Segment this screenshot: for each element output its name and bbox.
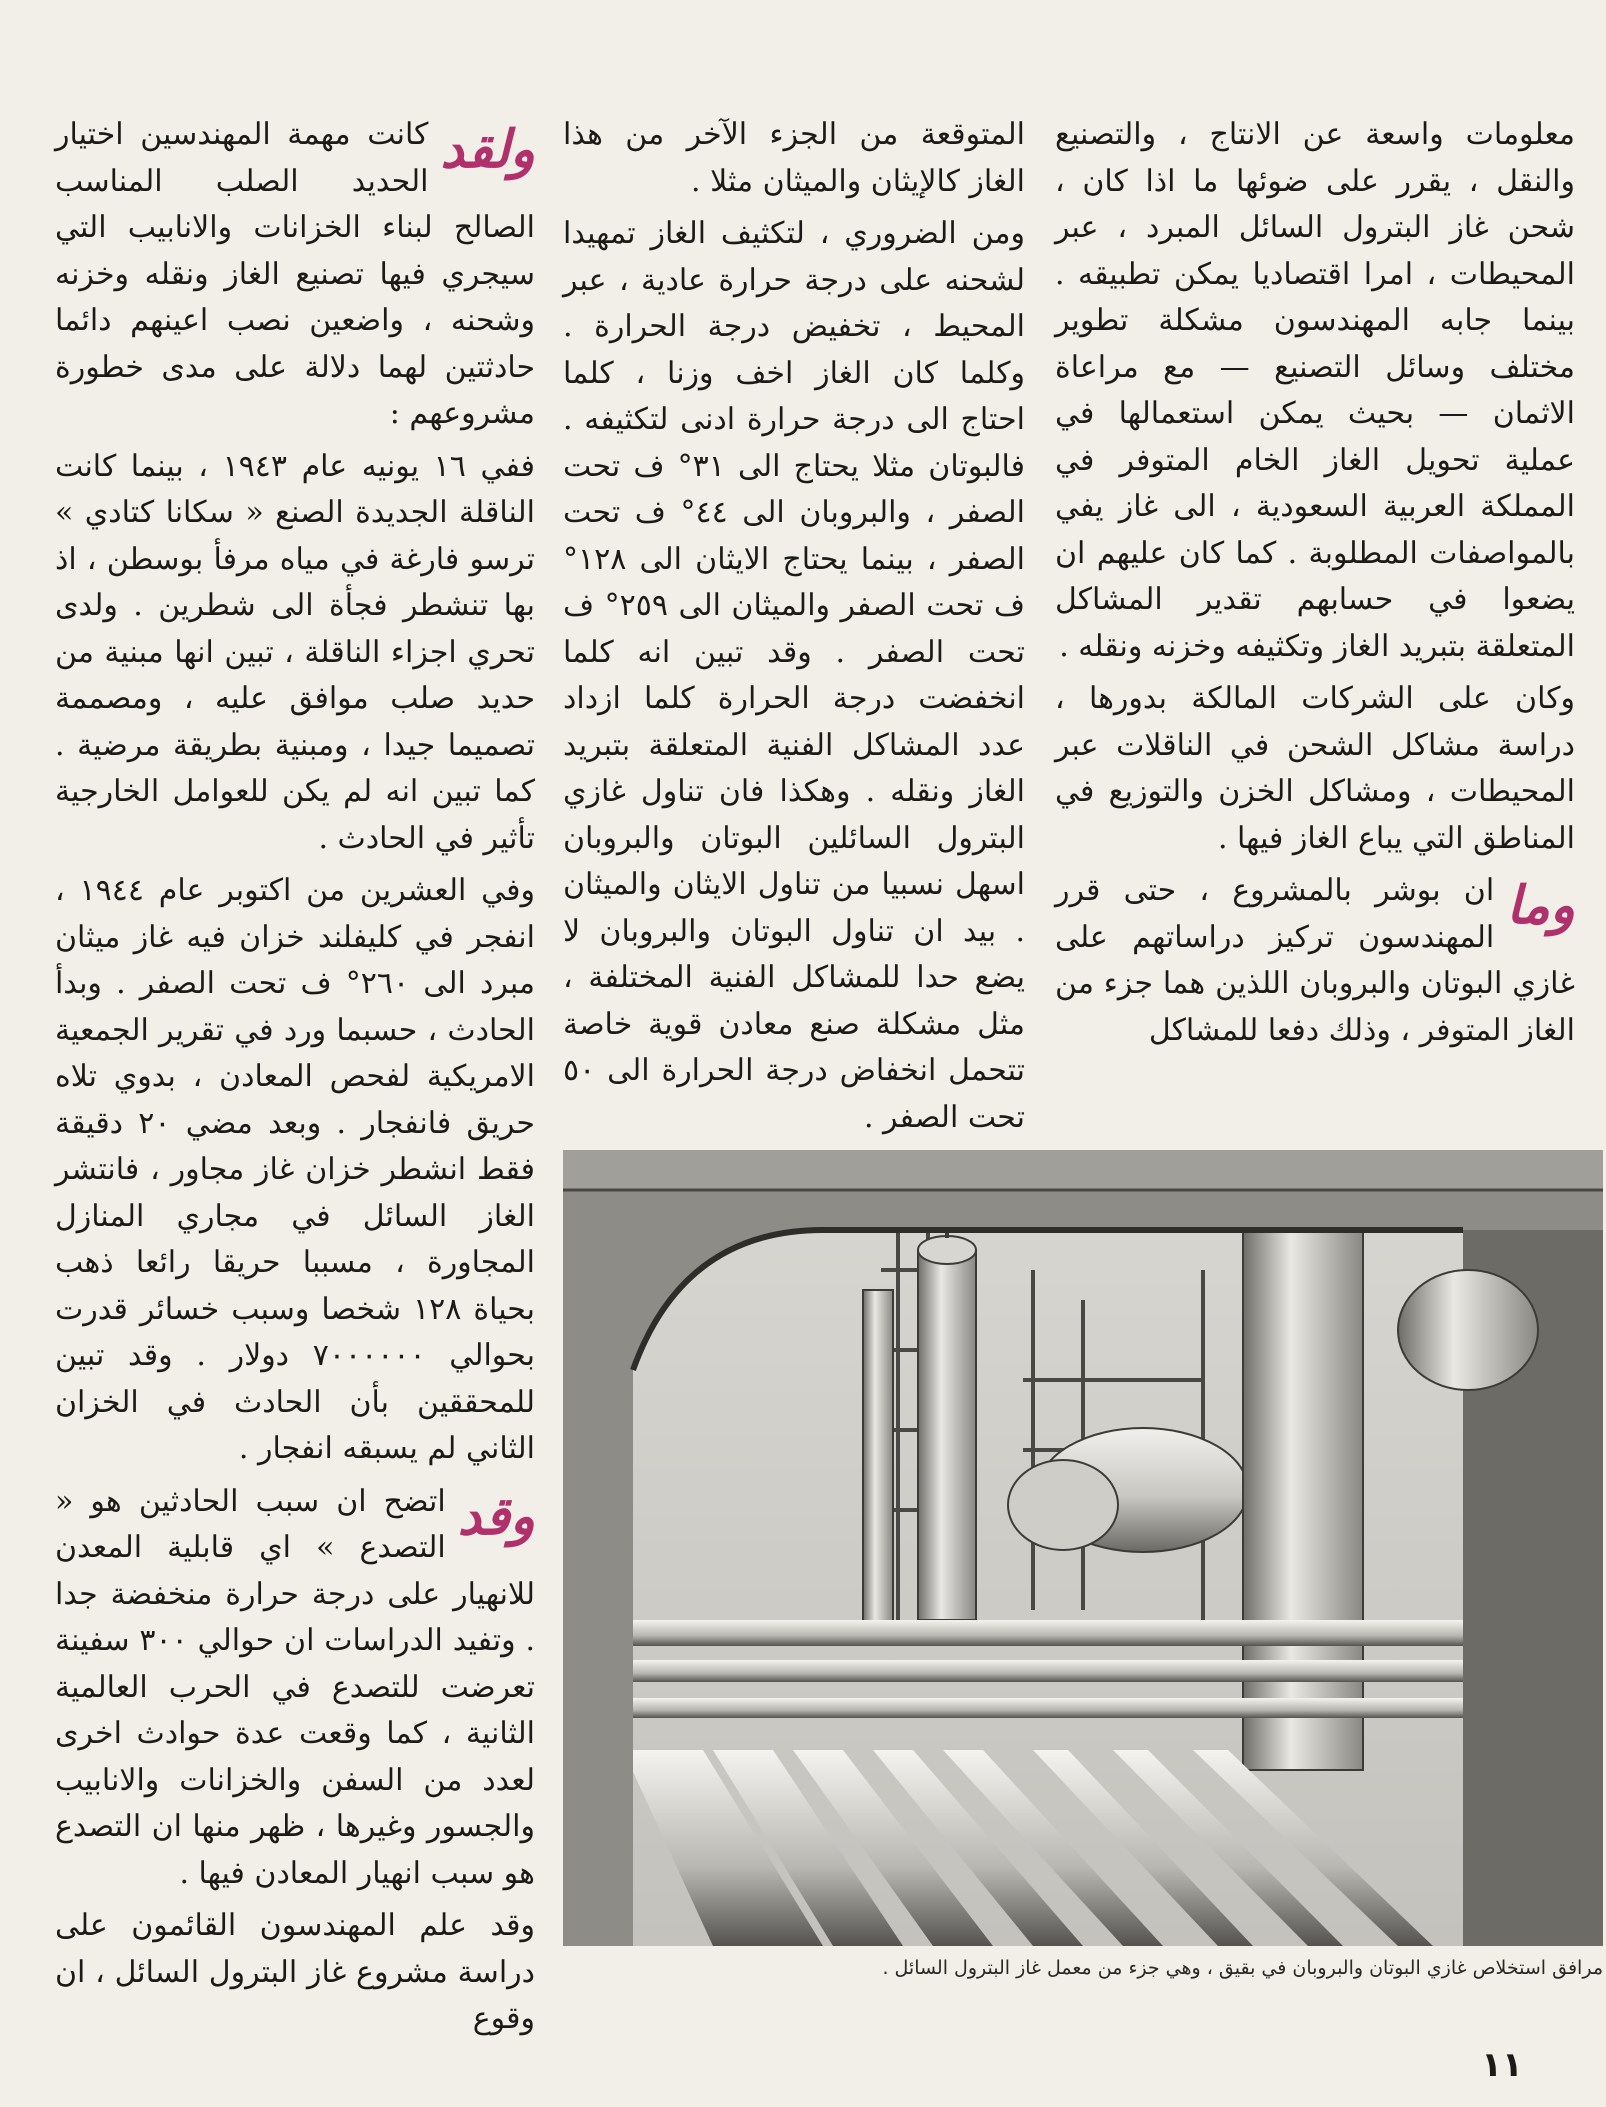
page-number: ١١	[1481, 2045, 1523, 2085]
paragraph-text: ان بوشر بالمشروع ، حتى قرر المهندسون تركيز دراساتهم على غازي البوتان والبروبان اللذين هما جزء من الغاز المتوفر ، وذلك دفعا للمشاكل	[1055, 873, 1575, 1048]
text-column-middle	[563, 112, 1025, 1147]
text-column-left	[55, 112, 535, 2049]
paragraph-text: كانت مهمة المهندسين اختيار الحديد الصلب المناسب الصالح لبناء الخزانات والانابيب التي سيجري فيها تصنيع الغاز ونقله وخزنه وشحنه ، واضعين نصب اعينهم دائما حادثتين لهما دلالة على مدى خطورة مشروعهم :	[55, 117, 535, 431]
paragraph: ففي ١٦ يونيه عام ١٩٤٣ ، بينما كانت الناقلة الجديدة الصنع « سكانا كتادي » ترسو فارغة في مياه مرفأ بوسطن ، اذ بها تنشطر فجأة الى شطرين . ولدى تحري اجزاء الناقلة ، تبين انها مبنية من حديد صلب موافق عليه ، ومصممة تصميما جيدا ، ومبنية بطريقة مرضية . كما تبين انه لم يكن للعوامل الخارجية تأثير في الحادث .	[55, 448, 535, 856]
gas-plant-photo	[563, 1150, 1603, 1946]
paragraph: معلومات واسعة عن الانتاج ، والتصنيع والنقل ، يقرر على ضوئها ما اذا كان ، شحن غاز البترول السائل المبرد ، عبر المحيطات ، امرا اقتصاديا يمكن تطبيقه . بينما جابه المهندسون مشكلة تطوير مختلف وسائل التصنيع — مع مراعاة الاثمان — بحيث يمكن استعمالها في عملية تحويل الغاز الخام المتوفر في المملكة العربية السعودية ، الى غاز يفي بالمواصفات المطلوبة . كما كان عليهم ان يضعوا في حسابهم تقدير المشاكل المتعلقة بتبريد الغاز وتكثيفه وخزنه ونقله .	[1055, 117, 1575, 664]
text-column-right	[1055, 112, 1575, 1060]
photo-caption: مرافق استخلاص غازي البوتان والبروبان في بقيق ، وهي جزء من معمل غاز البترول السائل .	[882, 1957, 1603, 1979]
paragraph-text: اتضح ان سبب الحادثين هو « التصدع » اي قابلية المعدن للانهيار على درجة حرارة منخفضة جدا . وتفيد الدراسات ان حوالي ٣٠٠ سفينة تعرضت للتصدع في الحرب العالمية الثانية ، كما وقعت عدة حوادث اخرى لعدد من السفن والخزانات والانابيب والجسور وغيرها ، ظهر منها ان التصدع هو سبب انهيار المعادن فيها .	[55, 1483, 536, 1891]
decorative-initial: ولقد	[440, 119, 535, 180]
plant-illustration	[563, 1150, 1603, 1946]
paragraph-with-initial	[55, 1479, 535, 1898]
paragraph: المتوقعة من الجزء الآخر من هذا الغاز كالإيثان والميثان مثلا .	[563, 117, 1025, 199]
paragraph: وقد علم المهندسون القائمون على دراسة مشروع غاز البترول السائل ، ان وقوع	[55, 1908, 535, 2036]
decorative-initial: وقد	[457, 1485, 535, 1547]
paragraph-with-initial	[1055, 868, 1575, 1054]
paragraph: وكان على الشركات المالكة بدورها ، دراسة مشاكل الشحن في الناقلات عبر المحيطات ، ومشاكل الخزن والتوزيع في المناطق التي يباع الغاز فيها .	[1055, 681, 1575, 856]
decorative-initial: وما	[1506, 875, 1575, 936]
paragraph: وفي العشرين من اكتوبر عام ١٩٤٤ ، انفجر في كليفلند خزان فيه غاز ميثان مبرد الى ٢٦٠° ف تحت الصفر . وبدأ الحادث ، حسبما ورد في تقرير الجمعية الامريكية لفحص المعادن ، بدوي تلاه حريق فانفجار . وبعد مضي ٢٠ دقيقة فقط انشطر خزان غاز مجاور ، فانتشر الغاز السائل في مجاري المنازل المجاورة ، مسببا حريقا رائعا ذهب بحياة ١٢٨ شخصا وسبب خسائر قدرت بحوالي ٧٠٠٠٠٠٠ دولار . وقد تبين للمحققين بأن الحادث في الخزان الثاني لم يسبقه انفجار .	[55, 873, 536, 1466]
paragraph: ومن الضروري ، لتكثيف الغاز تمهيدا لشحنه على درجة حرارة عادية ، عبر المحيط ، تخفيض درجة الحرارة . وكلما كان الغاز اخف وزنا ، كلما احتاج الى درجة حرارة ادنى لتكثيفه . فالبوتان مثلا يحتاج الى ٣١° ف تحت الصفر ، والبروبان الى ٤٤° ف تحت الصفر ، بينما يحتاج الايثان الى ١٢٨° ف تحت الصفر والميثان الى ٢٥٩° ف تحت الصفر . وقد تبين انه كلما انخفضت درجة الحرارة كلما ازداد عدد المشاكل الفنية المتعلقة بتبريد الغاز ونقله . وهكذا فان تناول غازي البترول السائلين البوتان والبروبان اسهل نسبيا من تناول الايثان والميثان . بيد ان تناول البوتان والبروبان لا يضع حدا للمشاكل الفنية المختلفة ، مثل مشكلة صنع معادن قوية خاصة تتحمل انخفاض درجة الحرارة الى ٥٠ تحت الصفر .	[563, 216, 1026, 1135]
paragraph-with-initial	[55, 112, 535, 438]
